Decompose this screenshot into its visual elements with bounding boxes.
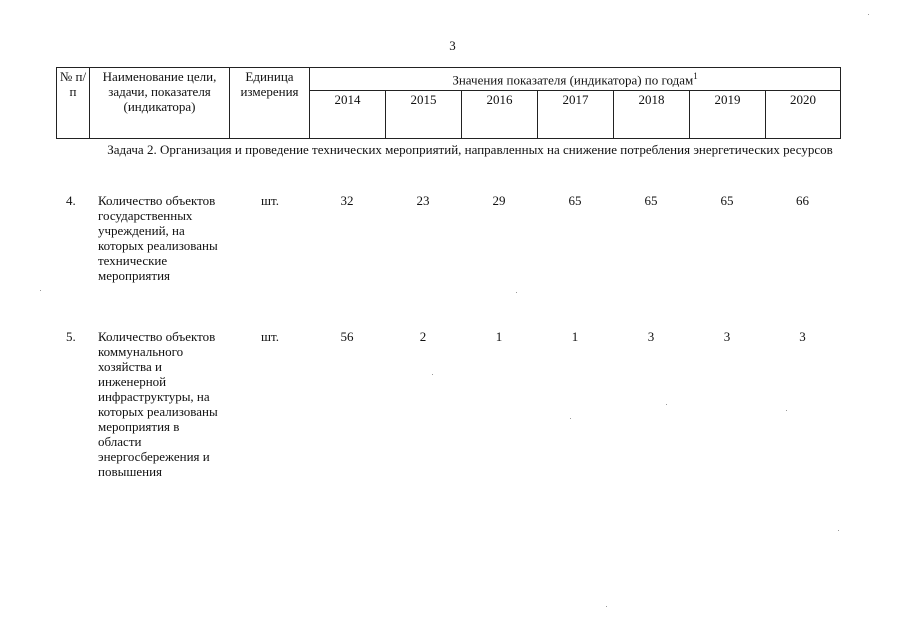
header-year: 2019 xyxy=(690,91,766,139)
header-year: 2020 xyxy=(766,91,841,139)
header-year: 2016 xyxy=(462,91,538,139)
value-cell: 23 xyxy=(416,193,430,208)
value-cell: 1 xyxy=(495,329,503,344)
value-cell: 3 xyxy=(799,329,806,344)
scan-speck xyxy=(432,374,433,375)
value-cell: 65 xyxy=(644,193,658,208)
header-values xyxy=(310,68,841,91)
header-unit: Единица измерения xyxy=(230,68,310,139)
row-unit: шт. xyxy=(261,329,279,344)
scan-speck xyxy=(516,292,517,293)
value-cell: 56 xyxy=(340,329,354,344)
header-num: № п/п xyxy=(57,68,90,139)
scan-speck xyxy=(40,290,41,291)
header-year: 2018 xyxy=(614,91,690,139)
header-name: Наименование цели, задачи, показателя (индикатора) xyxy=(90,68,230,139)
row-indicator-name: Количество объектов коммунального хозяйства и инженерной инфраструктуры, на которых реализованы мероприятия в области энергосбережения и повышения xyxy=(98,329,218,479)
scan-speck xyxy=(868,14,869,15)
value-cell: 32 xyxy=(340,193,354,208)
footnote-mark: 1 xyxy=(693,71,698,81)
value-cell: 29 xyxy=(492,193,506,208)
header-year: 2015 xyxy=(386,91,462,139)
scan-speck xyxy=(786,410,787,411)
row-indicator-name: Количество объектов государственных учреждений, на которых реализованы технические мероприятия xyxy=(98,193,218,283)
header-values-label: Значения показателя (индикатора) по годам xyxy=(452,72,694,88)
header-year: 2014 xyxy=(310,91,386,139)
value-cell: 65 xyxy=(568,193,582,208)
row-number: 4. xyxy=(66,193,76,208)
scan-speck xyxy=(606,606,607,607)
page-number: 3 xyxy=(449,38,456,53)
scan-speck xyxy=(666,404,667,405)
value-cell: 65 xyxy=(720,193,734,208)
header-year: 2017 xyxy=(538,91,614,139)
row-unit: шт. xyxy=(261,193,279,208)
value-cell: 3 xyxy=(647,329,655,344)
value-cell: 2 xyxy=(419,329,427,344)
row-number: 5. xyxy=(66,329,76,344)
scan-speck xyxy=(838,530,839,531)
value-cell: 66 xyxy=(796,193,809,208)
value-cell: 3 xyxy=(723,329,731,344)
indicator-table-header xyxy=(56,67,841,139)
task-title: Задача 2. Организация и проведение технических мероприятий, направленных на снижение потребления энергетических ресурсов xyxy=(107,142,833,157)
scan-speck xyxy=(570,418,571,419)
value-cell: 1 xyxy=(571,329,579,344)
